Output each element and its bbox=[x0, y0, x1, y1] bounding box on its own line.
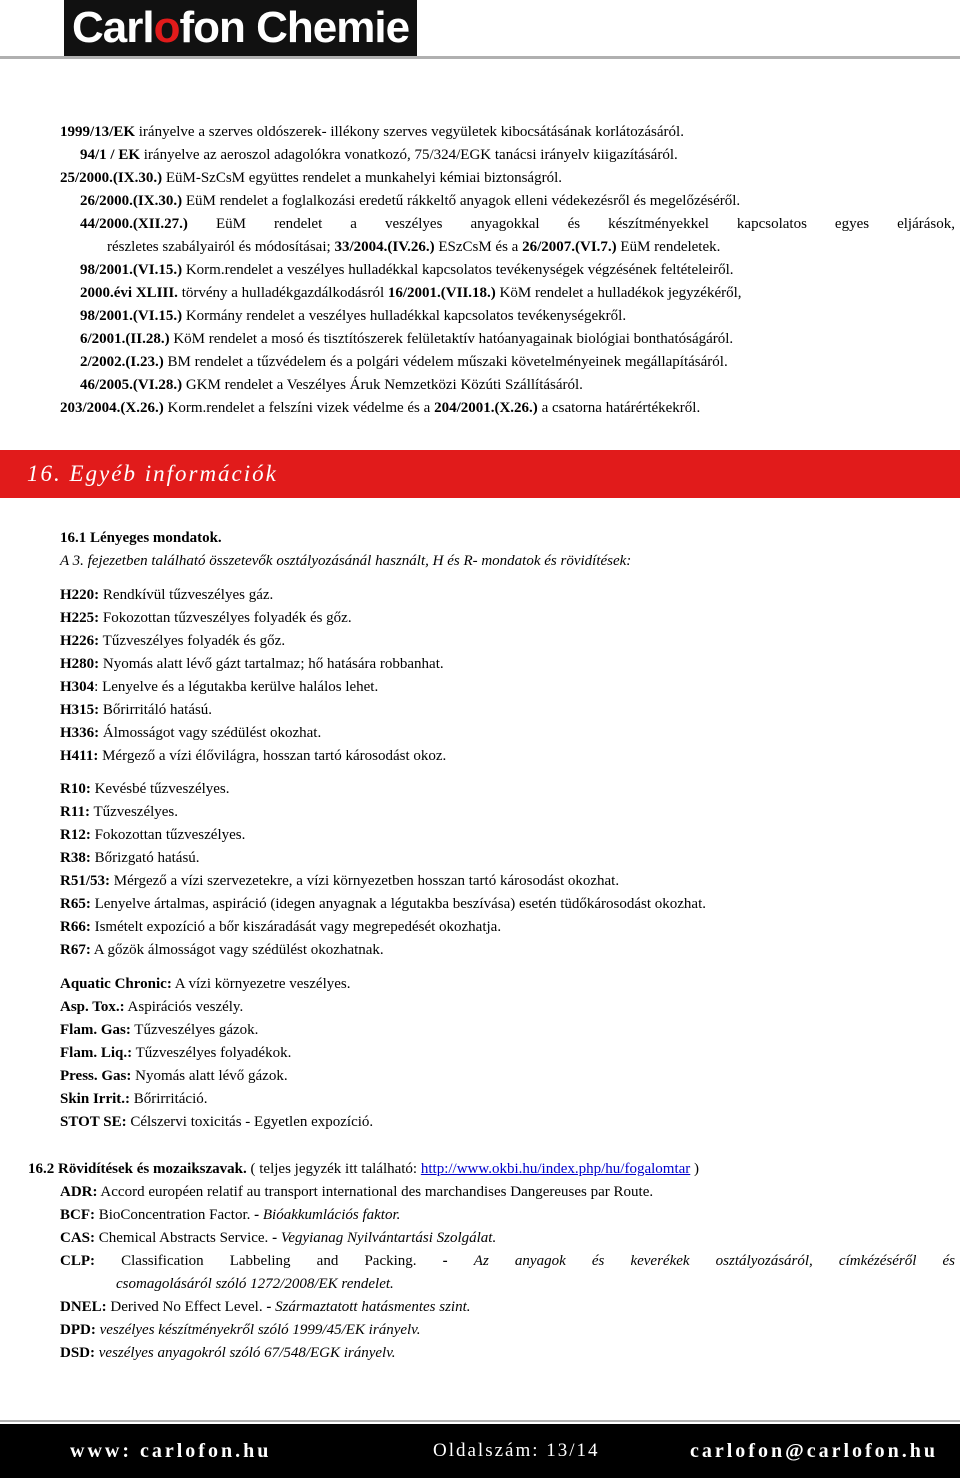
h-phrase: H280: Nyomás alatt lévő gázt tartalmaz; hő hatására robbanhat. bbox=[60, 656, 444, 672]
hazard-class: STOT SE: Célszervi toxicitás - Egyetlen expozíció. bbox=[60, 1114, 374, 1130]
header-divider bbox=[0, 56, 960, 59]
law-item: 98/2001.(VI.15.) Kormány rendelet a veszélyes hulladékkal kapcsolatos tevékenységekről. bbox=[80, 308, 627, 324]
footer-divider bbox=[0, 1420, 960, 1422]
hazard-class: Flam. Gas: Tűzveszélyes gázok. bbox=[60, 1022, 259, 1038]
law-item: 1999/13/EK irányelve a szerves oldószerek- illékony szerves vegyületek kibocsátásának korlátozásáról. bbox=[60, 124, 684, 140]
h-phrase: H225: Fokozottan tűzveszélyes folyadék és gőz. bbox=[60, 610, 352, 626]
abbrev-item: DNEL: Derived No Effect Level. - Származtatott hatásmentes szint. bbox=[60, 1299, 471, 1315]
hazard-class: Skin Irrit.: Bőrirritáció. bbox=[60, 1091, 208, 1107]
r-phrase: R51/53: Mérgező a vízi szervezetekre, a vízi környezetben hosszan tartó károsodást okozhat. bbox=[60, 873, 620, 889]
law-item: 2/2002.(I.23.) BM rendelet a tűzvédelem és a polgári védelem műszaki követelményeinek megállapításáról. bbox=[80, 354, 728, 370]
law-item: 94/1 / EK irányelve az aeroszol adagolókra vonatkozó, 75/324/EGK tanácsi irányelv kiigazításáról. bbox=[80, 147, 678, 163]
r-phrase: R38: Bőrizgató hatású. bbox=[60, 850, 200, 866]
section-header-bar bbox=[0, 450, 960, 498]
section-title: 16. Egyéb információk bbox=[27, 461, 278, 486]
h-phrase-list bbox=[60, 584, 446, 768]
law-item: 25/2000.(IX.30.) EüM-SzCsM együttes rendelet a munkahelyi kémiai biztonságról. bbox=[60, 170, 562, 186]
hazard-class: Flam. Liq.: Tűzveszélyes folyadékok. bbox=[60, 1045, 292, 1061]
r-phrase-list bbox=[60, 778, 706, 962]
subsection-heading-abbrev: 16.2 Rövidítések és mozaikszavak. ( teljes jegyzék itt található: http://www.okbi.hu/index.php/hu/fogalomtar ) bbox=[28, 1161, 700, 1177]
subsection-heading: 16.1 Lényeges mondatok. bbox=[60, 530, 222, 546]
glossary-link[interactable]: http://www.okbi.hu/index.php/hu/fogalomtar bbox=[420, 1161, 691, 1177]
page-header bbox=[0, 0, 960, 56]
h-phrase: H226: Tűzveszélyes folyadék és gőz. bbox=[60, 633, 286, 649]
hazard-class-list bbox=[60, 973, 373, 1134]
footer-website: www: carlofon.hu bbox=[70, 1440, 272, 1462]
abbrev-item: DSD: veszélyes anyagokról szóló 67/548/EGK irányelv. bbox=[60, 1345, 396, 1361]
h-phrase: H220: Rendkívül tűzveszélyes gáz. bbox=[60, 587, 274, 603]
hazard-class: Asp. Tox.: Aspirációs veszély. bbox=[60, 999, 244, 1015]
hazard-class: Press. Gas: Nyomás alatt lévő gázok. bbox=[60, 1068, 288, 1084]
law-item: 98/2001.(VI.15.) Korm.rendelet a veszélyes hulladékkal kapcsolatos tevékenységek végzésének feltételeiről. bbox=[80, 262, 734, 278]
r-phrase: R67: A gőzök álmosságot vagy szédülést okozhatnak. bbox=[60, 942, 384, 958]
law-item: 6/2001.(II.28.) KöM rendelet a mosó és tisztítószerek felületaktív hatóanyagainak biológiai bonthatóságáról. bbox=[80, 331, 734, 347]
law-item: 2000.évi XLIII. törvény a hulladékgazdálkodásról 16/2001.(VII.18.) KöM rendelet a hulladékok jegyzékéről, bbox=[80, 285, 742, 301]
page-footer bbox=[0, 1424, 960, 1478]
h-phrase: H315: Bőrirritáló hatású. bbox=[60, 702, 213, 718]
abbrev-item: DPD: veszélyes készítményekről szóló 1999/45/EK irányelv. bbox=[60, 1322, 421, 1338]
footer-page-number: Oldalszám: 13/14 bbox=[433, 1440, 600, 1461]
h-phrase: H304: Lenyelve és a légutakba kerülve halálos lehet. bbox=[60, 679, 379, 695]
subsection-intro: A 3. fejezetben található összetevők osztályozásánál használt, H és R- mondatok és rövidítések: bbox=[60, 553, 632, 569]
law-item: 26/2000.(IX.30.) EüM rendelet a foglalkozási eredetű rákkeltő anyagok elleni védekezésről és megelőzéséről. bbox=[80, 193, 741, 209]
abbrev-item: CLP: Classification Labbeling and Packing. - Az anyagok és keverékek osztályozásáról, címkézéséről és bbox=[60, 1253, 955, 1269]
law-item-continuation: részletes szabályairól és módosításai; 33/2004.(IV.26.) ESzCsM és a 26/2007.(VI.7.) EüM rendeletek. bbox=[107, 239, 721, 255]
h-phrase: H411: Mérgező a vízi élővilágra, hosszan tartó károsodást okoz. bbox=[60, 748, 447, 764]
law-item: 46/2005.(VI.28.) GKM rendelet a Veszélyes Áruk Nemzetközi Közúti Szállításáról. bbox=[80, 377, 583, 393]
abbrev-item: CAS: Chemical Abstracts Service. - Vegyianag Nyilvántartási Szolgálat. bbox=[60, 1230, 497, 1246]
r-phrase: R10: Kevésbé tűzveszélyes. bbox=[60, 781, 230, 797]
abbrev-item-continuation: csomagolásáról szóló 1272/2008/EK rendelet. bbox=[116, 1276, 394, 1292]
abbrev-item: BCF: BioConcentration Factor. - Bióakkumlációs faktor. bbox=[60, 1207, 401, 1223]
abbrev-item: ADR: Accord européen relatif au transport international des marchandises Dangereuses par Route. bbox=[60, 1184, 654, 1200]
law-item: 203/2004.(X.26.) Korm.rendelet a felszíni vizek védelme és a 204/2001.(X.26.) a csatorna határértékekről. bbox=[60, 400, 701, 416]
r-phrase: R66: Ismételt expozíció a bőr kiszáradását vagy megrepedését okozhatja. bbox=[60, 919, 502, 935]
footer-email: carlofon@carlofon.hu bbox=[690, 1440, 939, 1462]
company-logo: Carlofon Chemie bbox=[64, 0, 417, 56]
r-phrase: R11: Tűzveszélyes. bbox=[60, 804, 179, 820]
h-phrase: H336: Álmosságot vagy szédülést okozhat. bbox=[60, 725, 322, 741]
r-phrase: R65: Lenyelve ártalmas, aspiráció (idegen anyagnak a légutakba beszívása) esetén tüdőkárosodást okozhat. bbox=[60, 896, 706, 912]
legislation-list bbox=[60, 121, 960, 420]
law-item: 44/2000.(XII.27.) EüM rendelet a veszélyes anyagokkal és készítményekkel kapcsolatos egyes eljárások, bbox=[80, 216, 955, 232]
r-phrase: R12: Fokozottan tűzveszélyes. bbox=[60, 827, 246, 843]
hazard-class: Aquatic Chronic: A vízi környezetre veszélyes. bbox=[60, 976, 351, 992]
